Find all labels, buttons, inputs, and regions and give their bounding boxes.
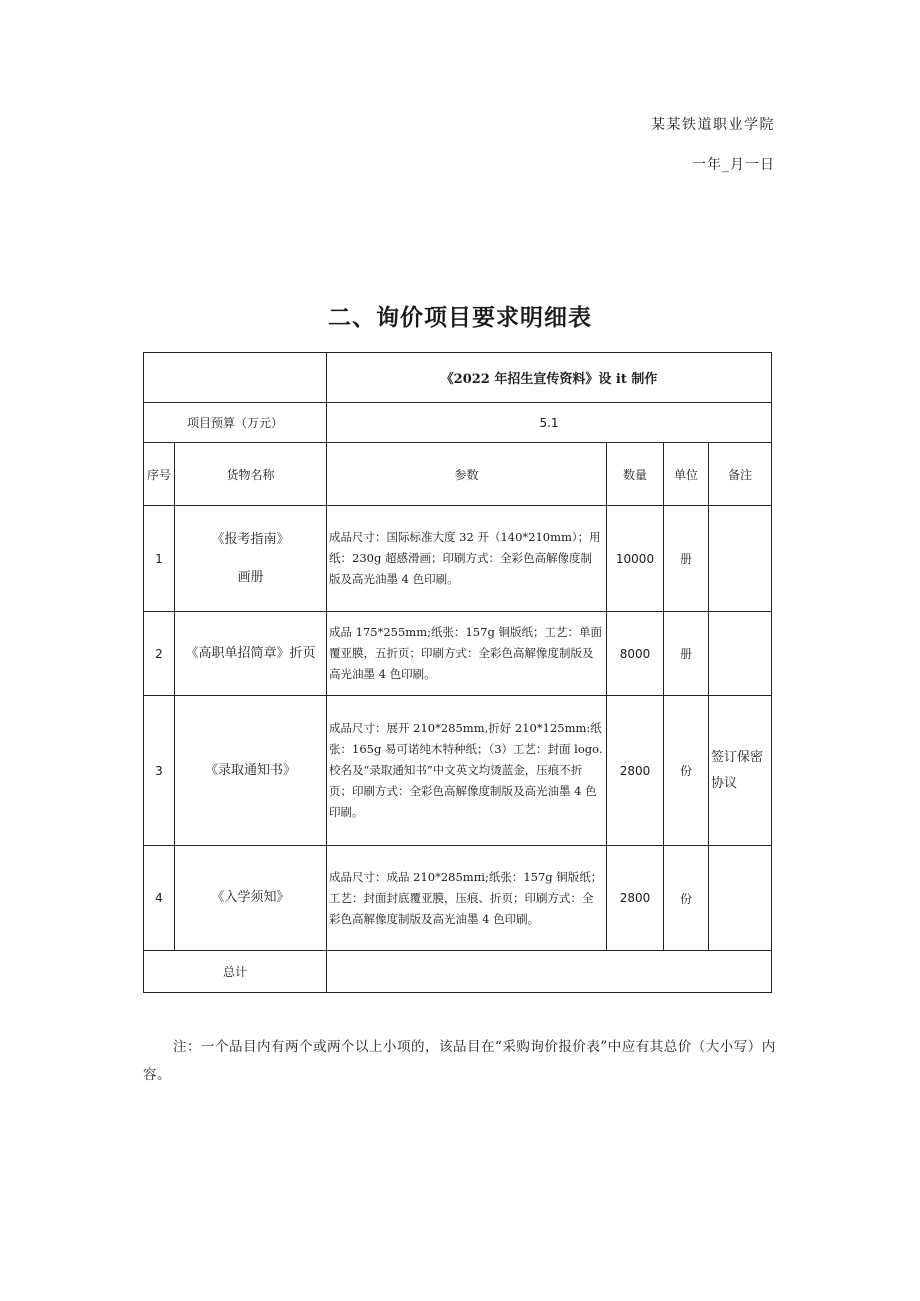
row-unit: 册 bbox=[664, 612, 709, 696]
row-unit: 册 bbox=[664, 506, 709, 612]
row-qty: 8000 bbox=[607, 612, 664, 696]
row-name: 《入学须知》 bbox=[175, 846, 327, 951]
row-name: 《录取通知书》 bbox=[175, 696, 327, 846]
row-name bbox=[175, 506, 327, 612]
row-no: 2 bbox=[144, 612, 175, 696]
row-no: 1 bbox=[144, 506, 175, 612]
organization-name: 某某铁道职业学院 bbox=[651, 117, 775, 133]
row-unit: 份 bbox=[664, 696, 709, 846]
col-header-unit: 单位 bbox=[664, 443, 709, 506]
total-label: 总计 bbox=[144, 951, 327, 993]
col-header-params: 参数 bbox=[327, 443, 607, 506]
col-header-qty: 数量 bbox=[607, 443, 664, 506]
col-header-name: 货物名称 bbox=[175, 443, 327, 506]
table-row bbox=[144, 506, 772, 612]
budget-row bbox=[144, 403, 772, 443]
blank-header-cell bbox=[144, 353, 327, 403]
row-remark bbox=[709, 506, 772, 612]
requirements-table bbox=[143, 352, 772, 993]
row-params: 成品尺寸：成品 210*285mπi;纸张：157g 铜版纸；工艺：封面封底覆亚膜，压痕、折页；印刷方式：全彩色高解像度制版及高光油墨 4 色印刷。 bbox=[327, 846, 607, 951]
col-header-no: 序号 bbox=[144, 443, 175, 506]
row-qty: 2800 bbox=[607, 696, 664, 846]
project-title: 《2022 年招生宣传资料》设 it 制作 bbox=[327, 353, 772, 403]
row-params: 成品尺寸：国际标准大度 32 开（140*210mm）；用纸：230g 超感滑画；印刷方式：全彩色高解像度制版及高光油墨 4 色印刷。 bbox=[327, 506, 607, 612]
section-title: 二、询价项目要求明细表 bbox=[328, 305, 592, 331]
row-remark: 签订保密协议 bbox=[709, 696, 772, 846]
row-unit: 份 bbox=[664, 846, 709, 951]
row-no: 4 bbox=[144, 846, 175, 951]
col-header-remark: 备注 bbox=[709, 443, 772, 506]
budget-label: 项目预算（万元） bbox=[144, 403, 327, 443]
table-row bbox=[144, 696, 772, 846]
row-no: 3 bbox=[144, 696, 175, 846]
row-qty: 2800 bbox=[607, 846, 664, 951]
total-value bbox=[327, 951, 772, 993]
row-qty: 10000 bbox=[607, 506, 664, 612]
row-name-line1: 《报考指南》 bbox=[211, 531, 290, 547]
row-remark bbox=[709, 612, 772, 696]
row-name: 《高职单招简章》折页 bbox=[175, 612, 327, 696]
row-params: 成品 175*255mm;纸张：157g 铜版纸；工艺：单面覆亚膜，五折页；印刷方式：全彩色高解像度制版及高光油墨 4 色印刷。 bbox=[327, 612, 607, 696]
row-params: 成品尺寸：展开 210*285mm,折好 210*125mm:纸张：165g 易可诺纯木特种纸；（3）工艺：封面 logo.校名及“录取通知书”中文英文均烫蓝金，压痕不折页；印刷方式：全彩色高解像度制版及高光油墨 4 色印刷。 bbox=[327, 696, 607, 846]
footnote: 注：一个品目内有两个或两个以上小项的，该品目在“采购询价报价表”中应有其总价（大小写）内容。 bbox=[143, 1039, 776, 1083]
budget-value: 5.1 bbox=[327, 403, 772, 443]
table-row bbox=[144, 612, 772, 696]
row-name-line2: 画册 bbox=[237, 569, 264, 585]
total-row bbox=[144, 951, 772, 993]
date-line: 一年_月一日 bbox=[692, 157, 775, 173]
project-title-row bbox=[144, 353, 772, 403]
table-row bbox=[144, 846, 772, 951]
column-header-row bbox=[144, 443, 772, 506]
row-remark bbox=[709, 846, 772, 951]
